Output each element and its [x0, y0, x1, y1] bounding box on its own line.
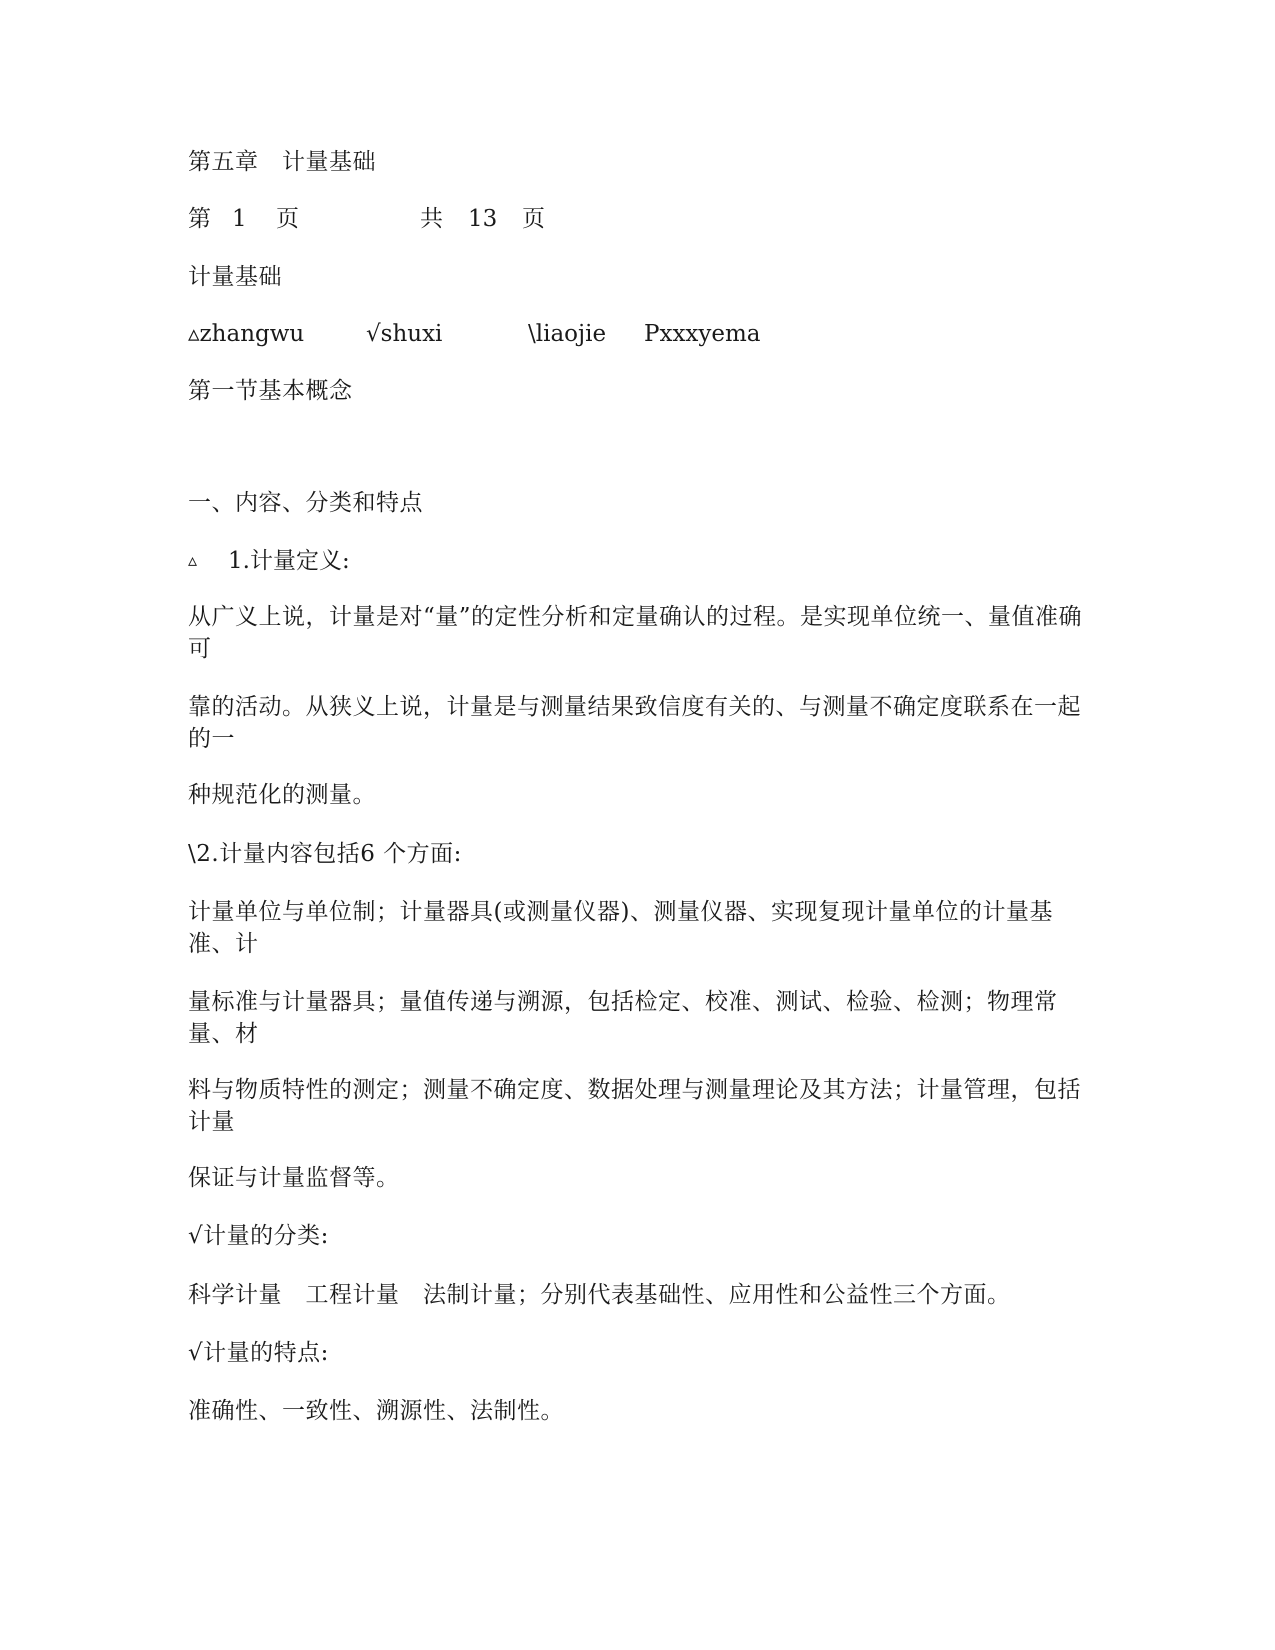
- legend-zhangwu: ▵zhangwu: [188, 321, 305, 347]
- page-number: 1: [232, 206, 247, 232]
- total-label: 共: [420, 206, 443, 232]
- para1-line2: 靠的活动。从狭义上说，计量是与测量结果致信度有关的、与测量不确定度联系在一起的一: [188, 694, 1081, 752]
- page-info: [188, 203, 1088, 235]
- page-label: 第: [188, 206, 211, 232]
- legend-shuxi: √shuxi: [366, 321, 443, 347]
- item1-heading-row: [188, 545, 1088, 577]
- item1-heading: 1.计量定义:: [228, 548, 350, 574]
- features-heading: √计量的特点:: [188, 1340, 329, 1366]
- subject-title: 计量基础: [188, 264, 282, 290]
- para2-line2: 量标准与计量器具；量值传递与溯源，包括检定、校准、测试、检验、检测；物理常量、材: [188, 989, 1058, 1047]
- item2-heading: \2.计量内容包括6 个方面:: [188, 841, 462, 867]
- chapter-title: 第五章 计量基础: [188, 149, 376, 175]
- para2-line1: 计量单位与单位制；计量器具(或测量仪器)、测量仪器、实现复现计量单位的计量基准、计: [188, 899, 1053, 957]
- legend-liaojie: \liaojie: [528, 321, 607, 347]
- section-title: 第一节基本概念: [188, 378, 353, 404]
- triangle-icon: ▵: [188, 550, 198, 571]
- para2-line3: 料与物质特性的测定；测量不确定度、数据处理与测量理论及其方法；计量管理，包括计量: [188, 1077, 1081, 1135]
- page-unit: 页: [276, 206, 299, 232]
- para1-line1: 从广义上说，计量是对“量”的定性分析和定量确认的过程。是实现单位统一、量值准确可: [188, 604, 1083, 662]
- legend-pxxxyema: Pxxxyema: [644, 321, 761, 347]
- total-unit: 页: [522, 206, 545, 232]
- legend-row: [188, 318, 1088, 350]
- total-number: 13: [468, 206, 498, 232]
- features-text: 准确性、一致性、溯源性、法制性。: [188, 1398, 564, 1424]
- classification-heading: √计量的分类:: [188, 1223, 329, 1249]
- para2-line4: 保证与计量监督等。: [188, 1165, 400, 1191]
- classification-text: 科学计量 工程计量 法制计量；分别代表基础性、应用性和公益性三个方面。: [188, 1282, 1011, 1308]
- part-title: 一、内容、分类和特点: [188, 490, 423, 516]
- para1-line3: 种规范化的测量。: [188, 782, 376, 808]
